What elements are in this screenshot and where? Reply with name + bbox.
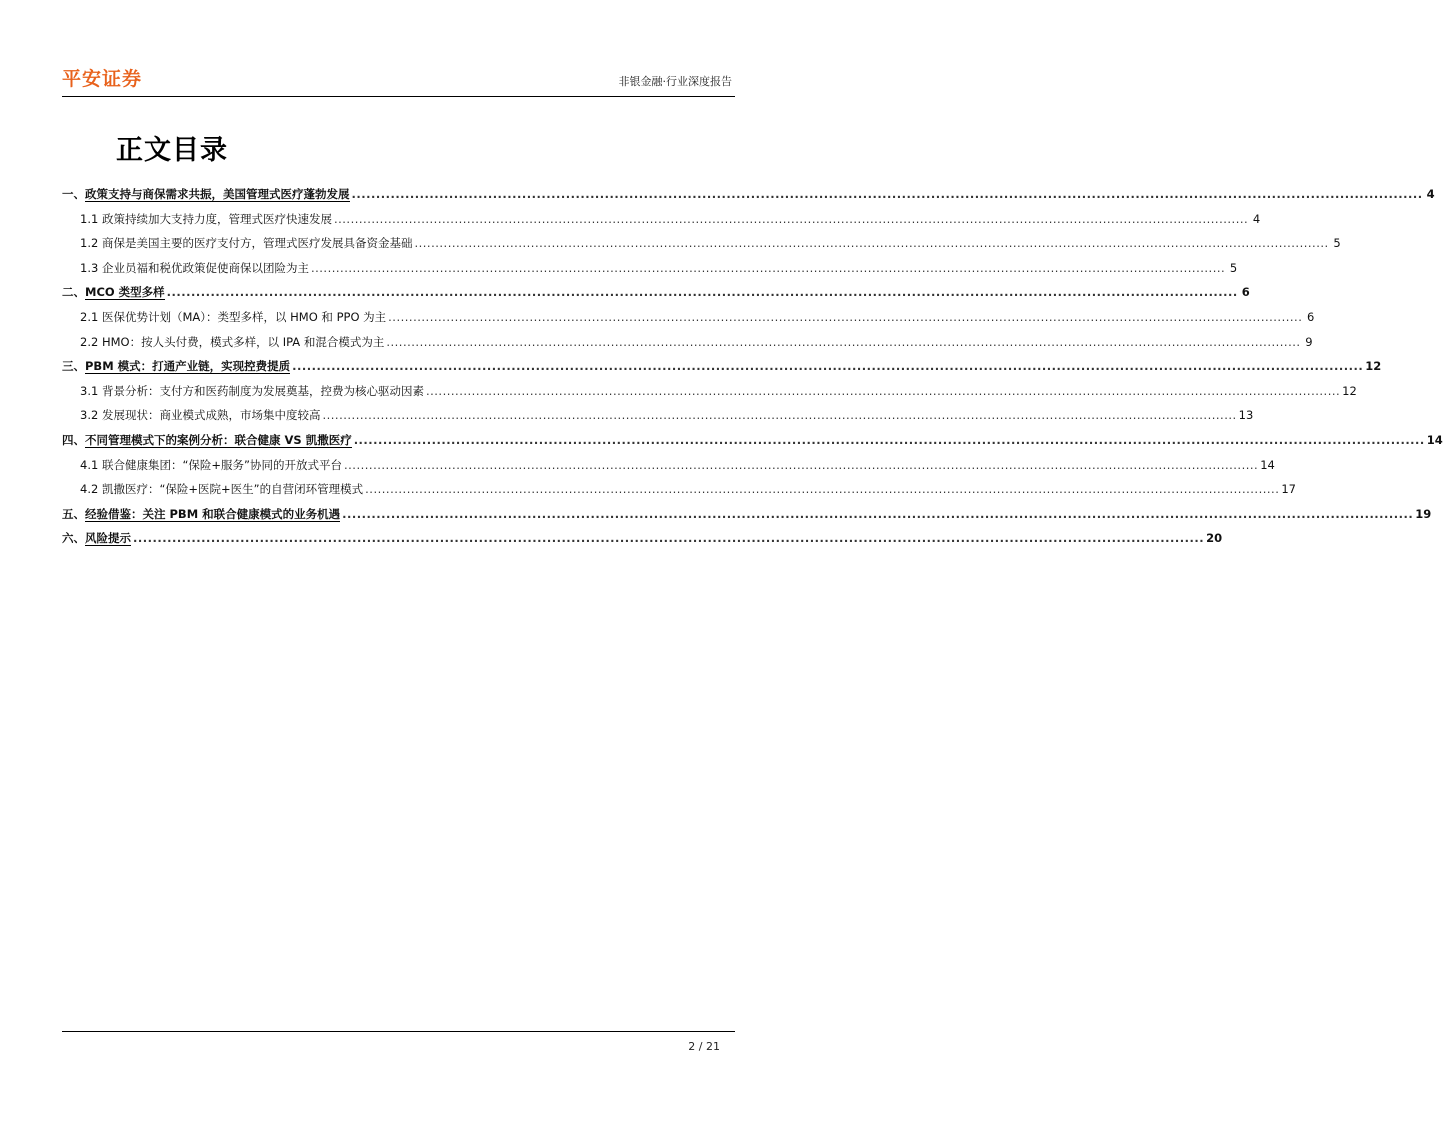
toc-section-entry[interactable] xyxy=(62,407,1254,432)
toc-entry-title: 4.2 凯撒医疗：“保险+医院+医生”的自营闭环管理模式 xyxy=(80,482,364,497)
toc-page-number: 19 xyxy=(1415,506,1432,521)
toc-chapter-number: 三、 xyxy=(62,359,85,374)
toc-entry-title: 经验借鉴：关注 PBM 和联合健康模式的业务机遇 xyxy=(85,506,341,521)
toc-chapter-entry[interactable] xyxy=(62,530,1223,555)
table-of-contents xyxy=(62,186,1443,555)
toc-entry-title: PBM 模式：打通产业链，实现控费提质 xyxy=(85,359,291,374)
footer-divider xyxy=(62,1031,735,1032)
toc-section-entry[interactable] xyxy=(62,334,1313,359)
toc-entry-title: 2.2 HMO：按人头付费，模式多样，以 IPA 和混合模式为主 xyxy=(80,334,385,349)
toc-section-entry[interactable] xyxy=(62,211,1261,236)
toc-chapter-entry[interactable] xyxy=(62,358,1382,383)
toc-page-number: 9 xyxy=(1305,334,1313,349)
toc-chapter-entry[interactable] xyxy=(62,284,1250,309)
toc-dot-leader: ............................................................................................................................................................................................................................ xyxy=(342,506,1414,521)
toc-dot-leader: ............................................................................................................................................................................................................................ xyxy=(166,285,1238,300)
toc-dot-leader: ............................................................................................................................................................................................................................ xyxy=(322,408,1237,423)
toc-page-number: 6 xyxy=(1241,285,1250,300)
toc-page-number: 5 xyxy=(1229,260,1238,275)
toc-page-number: 20 xyxy=(1206,531,1223,546)
toc-dot-leader: ............................................................................................................................................................................................................................ xyxy=(388,309,1303,324)
toc-page-number: 4 xyxy=(1252,211,1261,226)
toc-dot-leader: ............................................................................................................................................................................................................................ xyxy=(344,457,1259,472)
toc-entry-title: 政策支持与商保需求共振，美国管理式医疗蓬勃发展 xyxy=(85,187,350,201)
toc-entry-title: 3.2 发展现状：商业模式成熟，市场集中度较高 xyxy=(80,408,321,423)
toc-dot-leader: ............................................................................................................................................................................................................................ xyxy=(310,260,1226,275)
toc-chapter-number: 六、 xyxy=(62,531,85,546)
toc-page-number: 14 xyxy=(1260,457,1275,472)
toc-dot-leader: ............................................................................................................................................................................................................................ xyxy=(414,236,1329,251)
toc-entry-title: 1.3 企业员福和税优政策促使商保以团险为主 xyxy=(80,260,309,275)
toc-section-entry[interactable] xyxy=(62,260,1238,285)
toc-section-entry[interactable] xyxy=(62,481,1296,506)
toc-dot-leader: ............................................................................................................................................................................................................................ xyxy=(425,383,1341,398)
toc-page-number: 5 xyxy=(1333,236,1341,251)
toc-dot-leader: ............................................................................................................................................................................................................................ xyxy=(351,187,1423,201)
toc-chapter-entry[interactable] xyxy=(62,506,1432,531)
toc-page-number: 4 xyxy=(1426,187,1435,201)
toc-chapter-number: 二、 xyxy=(62,285,85,300)
toc-page-number: 13 xyxy=(1238,408,1254,423)
toc-chapter-entry[interactable] xyxy=(62,186,1435,211)
toc-entry-title: 不同管理模式下的案例分析：联合健康 VS 凯撒医疗 xyxy=(85,432,352,447)
toc-section-entry[interactable] xyxy=(62,457,1275,482)
toc-page-number: 12 xyxy=(1342,383,1357,398)
toc-dot-leader: ............................................................................................................................................................................................................................ xyxy=(365,482,1280,497)
report-category-label: 非银金融·行业深度报告 xyxy=(618,75,732,88)
toc-entry-title: 风险提示 xyxy=(85,531,131,546)
toc-chapter-number: 一、 xyxy=(62,187,85,201)
toc-entry-title: 2.1 医保优势计划（MA）：类型多样，以 HMO 和 PPO 为主 xyxy=(80,309,387,324)
toc-entry-title: 1.1 政策持续加大支持力度，管理式医疗快速发展 xyxy=(80,211,332,226)
toc-dot-leader: ............................................................................................................................................................................................................................ xyxy=(353,432,1425,447)
toc-dot-leader: ............................................................................................................................................................................................................................ xyxy=(292,359,1364,374)
toc-section-entry[interactable] xyxy=(62,383,1357,408)
toc-dot-leader: ............................................................................................................................................................................................................................ xyxy=(333,211,1249,226)
toc-page-number: 14 xyxy=(1426,432,1443,447)
toc-entry-title: MCO 类型多样 xyxy=(85,285,165,300)
toc-page-number: 6 xyxy=(1307,309,1315,324)
page-number: 2 / 21 xyxy=(688,1040,720,1053)
toc-chapter-entry[interactable] xyxy=(62,432,1443,457)
header-divider xyxy=(62,96,735,97)
toc-entry-title: 4.1 联合健康集团：“保险+服务”协同的开放式平台 xyxy=(80,457,342,472)
toc-page-number: 17 xyxy=(1281,482,1296,497)
toc-chapter-number: 四、 xyxy=(62,432,85,447)
page-title: 正文目录 xyxy=(116,135,228,166)
toc-dot-leader: ............................................................................................................................................................................................................................ xyxy=(386,334,1301,349)
toc-section-entry[interactable] xyxy=(62,309,1315,334)
company-logo: 平安证券 xyxy=(62,68,143,90)
toc-entry-title: 1.2 商保是美国主要的医疗支付方，管理式医疗发展具备资金基础 xyxy=(80,236,413,251)
toc-chapter-number: 五、 xyxy=(62,506,85,521)
toc-entry-title: 3.1 背景分析：支付方和医药制度为发展奠基，控费为核心驱动因素 xyxy=(80,383,424,398)
toc-dot-leader: ............................................................................................................................................................................................................................ xyxy=(133,531,1205,546)
toc-section-entry[interactable] xyxy=(62,235,1341,260)
toc-page-number: 12 xyxy=(1365,359,1382,374)
